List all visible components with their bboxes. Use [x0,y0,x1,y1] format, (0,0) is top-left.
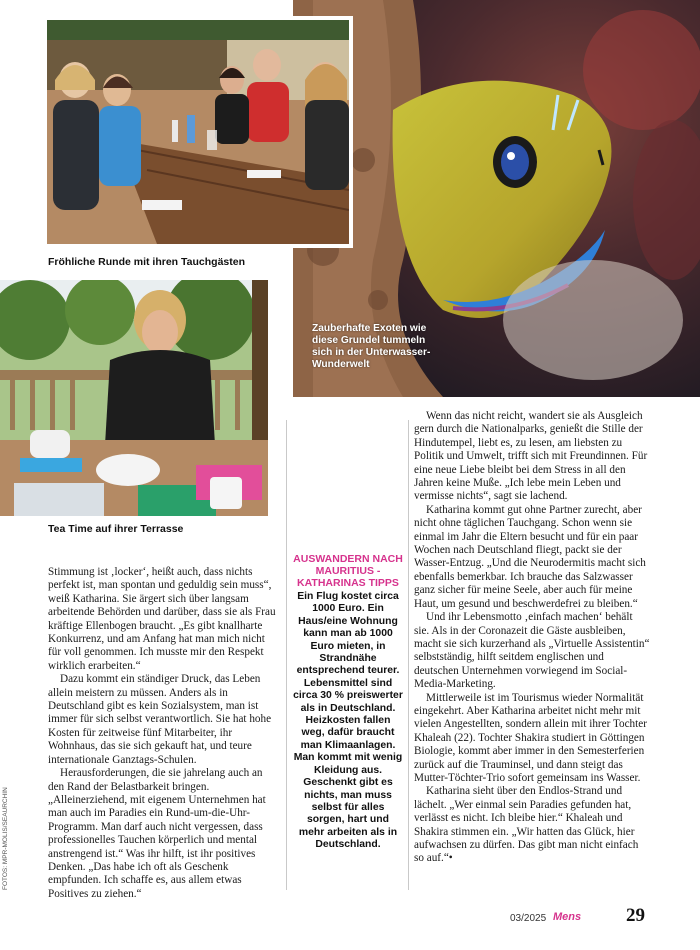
terrace-illustration [0,280,268,516]
group-photo [43,16,353,248]
col3-paragraph-1: Wenn das nicht reicht, wandert sie als Ausgleich gern durch die Nationalparks, genießt die Stille der Hindutempel, liebt es, zu lesen, am liebsten zu Politik und Umwelt, trifft sich mit Freundinnen. Für eine neue Liebe bleibt bei dem Stress in all den Jahren keine Muße. „Ich lebe mein Leben und vermisse nichts“, sagt sie lachend. [414,410,648,503]
col3-paragraph-4: Mittlerweile ist im Tourismus wieder Normalität eingekehrt. Aber Katharina arbeitet nicht mehr mit vielen Angestellten, sondern allein mit ihrer Tochter Khaleah (22). Tochter Shakira studiert in Göttingen Biologie, kommt aber immer in den Semesterferien zurück auf die Trauminsel, und dann steigt das Mutter-Töchter-Trio sofort gemeinsam ins Wasser. [414,691,647,784]
col1-paragraph-1: Stimmung ist ‚locker‘, heißt auch, dass nichts perfekt ist, man spontan und geduldig sein muss“, weiß Katharina. Sie ärgert sich über langsam arbeitende Behörden und darüber, dass sie als Frau kräftige Ellenbogen braucht. „Es gibt knallharte Konkurrenz, und am Anfang hat man mich nicht für voll genommen. Ich musste mir den Respekt wirklich erarbeiten.“ [48,566,276,672]
page-number: 29 [626,905,645,926]
fish-photo-caption: Zauberhafte Exoten wie diese Grundel tummeln sich in der Unterwasser-Wunderwelt [312,323,431,370]
col1-paragraph-2: Dazu kommt ein ständiger Druck, das Leben allein meistern zu müssen. Anders als in Deutschland gibt es kein Sozialsystem, man ist immer für sich selbst verantwortlich. Sie hat hohe Kosten für zeitweise fünf Mitarbeiter, ihr Wohnhaus, das sie sich gekauft hat, und teure internationale Ganztags-Schulen. [48,673,272,766]
col1-paragraph-3: Herausforderungen, die sie jahrelang auch an den Rand der Belastbarkeit bringen. „Alleinerziehend, mit eigenem Unternehmen hat man auch im Paradies ein Rund-um-die-Uhr-Programm. Man darf auch nicht vergessen, dass professionelles Tauchen körperlich und mental anstrengend ist.“ Was ihr hilft, ist ihr positives Denken. „Das habe ich oft als Geschenk empfunden. Ich schaffe es, aus allem etwas Positives zu ziehen.“ [48,767,266,900]
photo-credit: FOTOS: MPR-MOLIS/SEAURCHIN [2,787,9,890]
group-photo-caption: Fröhliche Runde mit ihren Tauchgästen [48,256,245,268]
column-divider-right [408,420,409,890]
tea-photo-caption: Tea Time auf ihrer Terrasse [48,523,184,535]
tea-time-photo [0,280,268,516]
col3-paragraph-5: Katharina sieht über den Endlos-Strand und lächelt. „Wer einmal sein Paradies gefunden hat, verlässt es nicht. Ich bleibe hier.“ Khaleah und Shakira stimmen ein. „Wir hatten das Glück, hier aufwachsen zu dürfen. Das gibt man nicht einfach so auf.“• [414,785,639,865]
col3-paragraph-3: Und ihr Lebensmotto ‚einfach machen‘ behält sie. Als in der Coronazeit die Gäste ausbleiben, macht sie sich kurzerhand als „Virtuelle Assistentin“ selbstständig, hilft seitdem englischen und deutschen Unternehmen vorwiegend im Social-Media-Marketing. [414,611,650,691]
issue-date: 03/2025 [510,913,547,924]
article-column-1 [48,566,280,901]
tips-title: AUSWANDERN NACH MAURITIUS - KATHARINAS TIPPS [293,553,403,589]
article-column-3 [414,410,650,866]
magazine-brand: Mens [553,911,582,923]
tips-body: Ein Flug kostet circa 1000 Euro. Ein Haus/eine Wohnung kann man ab 1000 Euro mieten, in Strandnähe entsprechend teurer. Lebensmittel sind circa 30 % preiswerter als in Deutschland. Heizkosten fallen weg, dafür braucht man Klimaanlagen. Man kommt mit wenig Kleidung aus. Geschenkt gibt es nichts, man muss selbst für alles sorgen, hart und mehr arbeiten als in Deutschland. [293,591,403,851]
group-table-illustration [47,20,349,244]
col3-paragraph-2: Katharina kommt gut ohne Partner zurecht, aber nicht ohne täglichen Tauchgang. Schon wenn sie einmal im Jahr die Eltern besucht und für ein paar Wochen nach Deutschland fliegt, packt sie der Wasser-Entzug. „Und die Neurodermitis macht sich ebenfalls bemerkbar. Ich brauche das Salzwasser ganz sicher für meine Seele, aber auch für meine Haut, um gesund und beschwerdefrei zu bleiben.“ [414,503,646,610]
tips-box [293,553,403,852]
column-divider-left [286,420,287,890]
